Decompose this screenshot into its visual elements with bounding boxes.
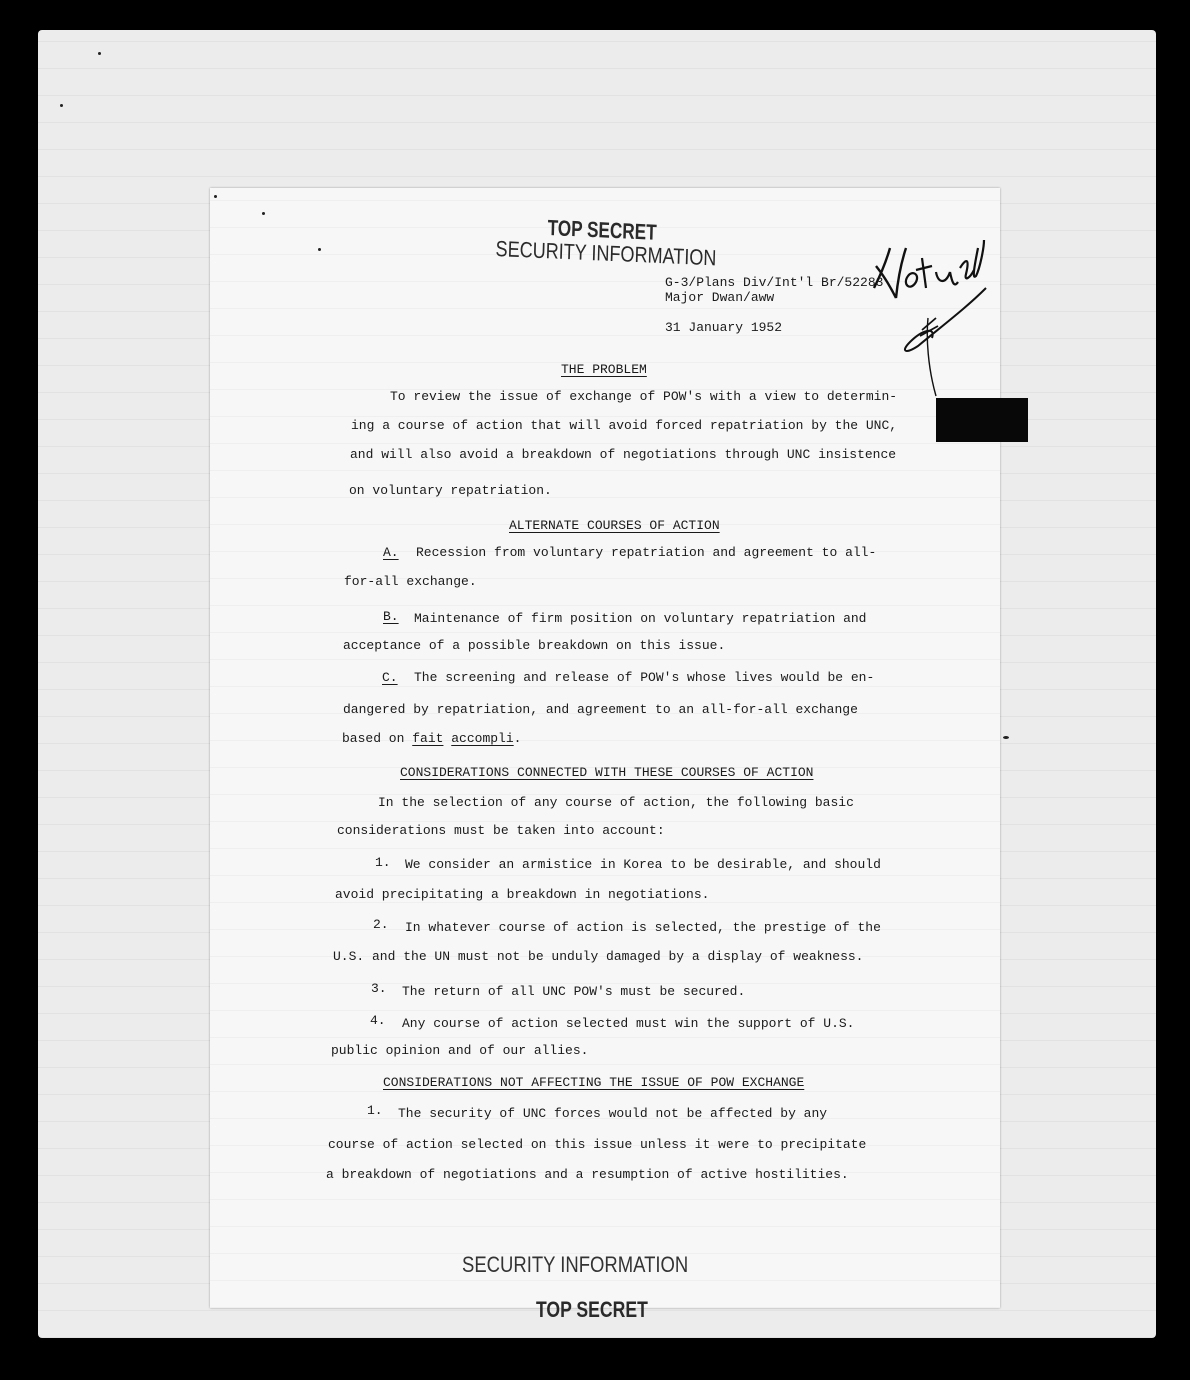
considerations-heading: CONSIDERATIONS CONNECTED WITH THESE COURSES OF ACTION — [400, 765, 814, 780]
top-secret-stamp: TOP SECRET — [547, 215, 657, 245]
accompli-word: accompli — [451, 731, 514, 746]
not-affecting-line: course of action selected on this issue unless it were to precipitate — [328, 1137, 867, 1152]
redaction-block — [936, 398, 1028, 442]
office-symbol: G-3/Plans Div/Int'l Br/52283 — [665, 275, 884, 290]
consideration-line: public opinion and of our allies. — [331, 1043, 589, 1058]
course-letter-b: B. — [383, 609, 399, 624]
course-a-line: Recession from voluntary repatriation and agreement to all- — [416, 545, 877, 560]
consideration-line: U.S. and the UN must not be unduly damaged by a display of weakness. — [333, 949, 864, 964]
security-information-stamp: SECURITY INFORMATION — [495, 236, 717, 271]
handwritten-not-used-annotation — [866, 218, 996, 398]
problem-line: and will also avoid a breakdown of negotiations through UNC insistence — [350, 447, 897, 462]
course-a-line: for-all exchange. — [344, 574, 477, 589]
course-c-last-line — [342, 731, 521, 747]
problem-line: on voluntary repatriation. — [349, 483, 552, 498]
course-c-prefix: based on — [342, 731, 413, 746]
problem-line: To review the issue of exchange of POW's with a view to determin- — [390, 389, 898, 404]
alternatives-heading: ALTERNATE COURSES OF ACTION — [509, 518, 720, 533]
course-b-line: acceptance of a possible breakdown on this issue. — [343, 638, 726, 653]
consideration-line: avoid precipitating a breakdown in negotiations. — [335, 887, 710, 902]
consideration-line: We consider an armistice in Korea to be desirable, and should — [405, 857, 881, 872]
document-date: 31 January 1952 — [665, 320, 783, 335]
problem-heading: THE PROBLEM — [561, 362, 647, 377]
consideration-line: In whatever course of action is selected, the prestige of the — [405, 920, 881, 935]
course-letter-a: A. — [383, 545, 399, 560]
author-line: Major Dwan/aww — [665, 290, 775, 305]
course-c-suffix: . — [513, 731, 522, 746]
course-b-line: Maintenance of firm position on voluntary repatriation and — [414, 611, 867, 626]
bottom-top-secret-stamp: TOP SECRET — [536, 1297, 648, 1322]
considerations-intro-line: considerations must be taken into account: — [337, 823, 665, 838]
problem-line: ing a course of action that will avoid forced repatriation by the UNC, — [351, 418, 898, 433]
not-affecting-number: 1. — [367, 1103, 383, 1118]
course-c-line: The screening and release of POW's whose lives would be en- — [414, 670, 875, 685]
consideration-number: 4. — [370, 1013, 386, 1028]
considerations-intro-line: In the selection of any course of action, the following basic — [378, 795, 854, 810]
not-affecting-line: The security of UNC forces would not be affected by any — [398, 1106, 828, 1121]
consideration-number: 2. — [373, 917, 389, 932]
fait-word: fait — [412, 731, 444, 746]
consideration-number: 1. — [375, 855, 391, 870]
consideration-line: The return of all UNC POW's must be secured. — [402, 984, 746, 999]
consideration-line: Any course of action selected must win the support of U.S. — [402, 1016, 855, 1031]
bottom-security-information-stamp: SECURITY INFORMATION — [462, 1252, 689, 1277]
consideration-number: 3. — [371, 981, 387, 996]
not-affecting-line: a breakdown of negotiations and a resumption of active hostilities. — [326, 1167, 849, 1182]
course-c-line: dangered by repatriation, and agreement to an all-for-all exchange — [343, 702, 858, 717]
not-affecting-heading: CONSIDERATIONS NOT AFFECTING THE ISSUE OF POW EXCHANGE — [383, 1075, 805, 1090]
course-letter-c: C. — [382, 670, 398, 685]
